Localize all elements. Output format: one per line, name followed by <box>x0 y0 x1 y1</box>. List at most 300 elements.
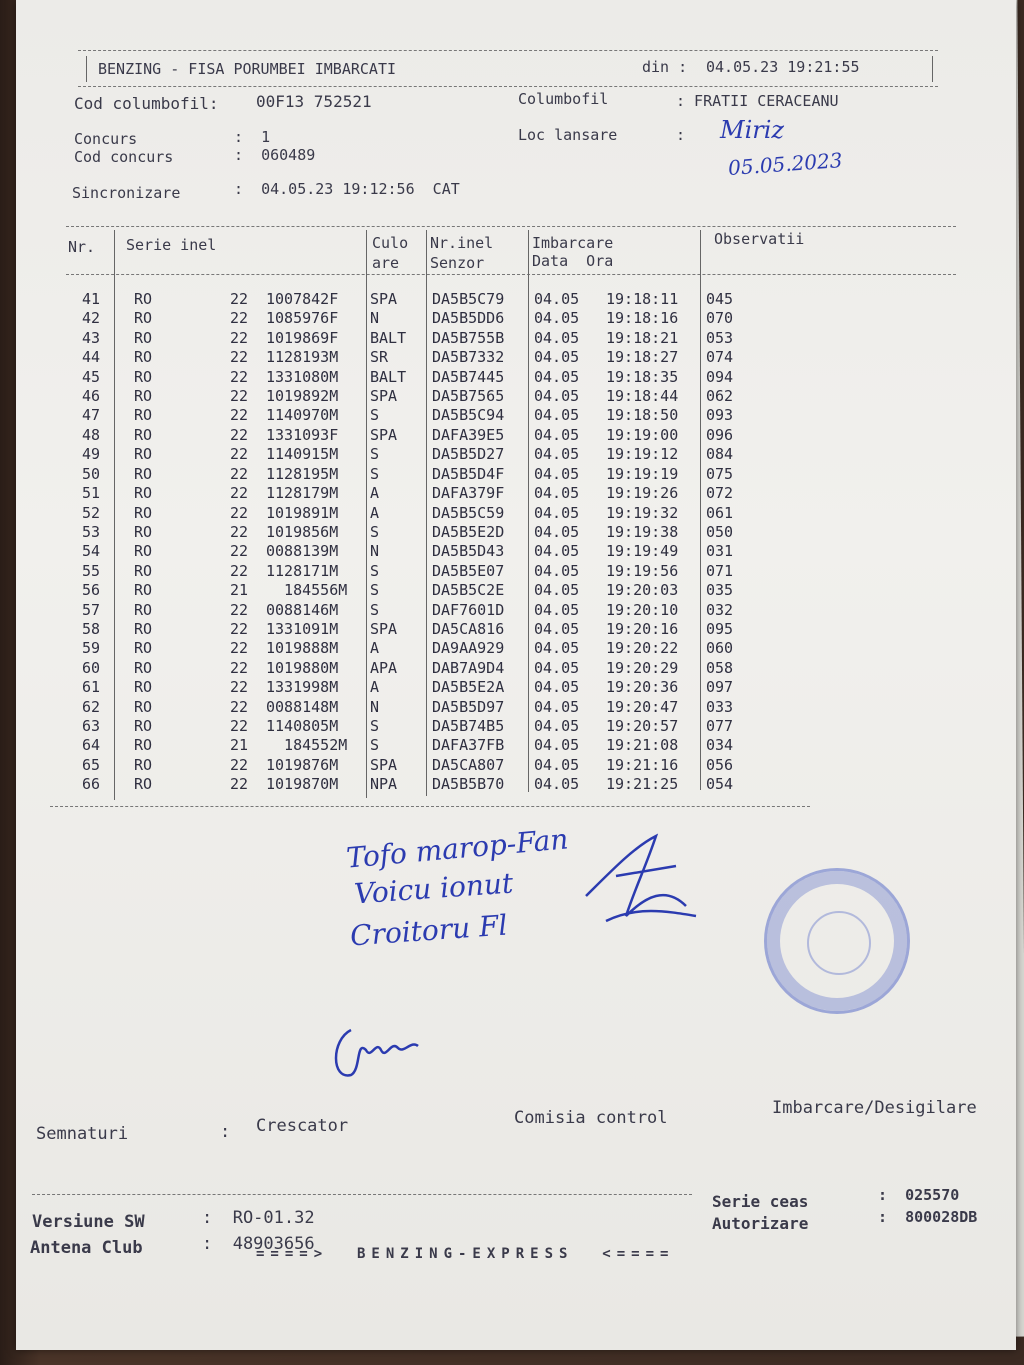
sincronizare-value: : 04.05.23 19:12:56 CAT <box>234 180 460 198</box>
cell-ora: 19:18:44 <box>606 387 679 406</box>
cod-columbofil-label: Cod columbofil: <box>74 94 219 113</box>
cell-observatii: 095 <box>706 619 734 638</box>
cell-nr: 56 <box>81 581 100 600</box>
cell-an: 22 <box>230 290 249 308</box>
cell-nr: 43 <box>81 328 100 347</box>
versiune-value: : RO-01.32 <box>202 1208 315 1228</box>
cell-senzor: DA5B5B70 <box>432 775 505 794</box>
semnaturi-sep: : <box>220 1122 231 1142</box>
cod-concurs-value: : 060489 <box>234 146 316 164</box>
cell-data: 04.05 <box>534 522 580 541</box>
cell-ora: 19:18:11 <box>606 290 679 308</box>
cell-an: 22 <box>230 717 249 736</box>
cell-data: 04.05 <box>534 445 580 464</box>
cell-data: 04.05 <box>534 775 580 794</box>
cell-data: 04.05 <box>534 542 580 561</box>
cell-tara: RO <box>134 581 153 600</box>
cell-nr: 50 <box>81 464 100 483</box>
table-row <box>16 349 796 369</box>
cell-culoare: S <box>370 736 380 755</box>
cell-data: 04.05 <box>534 328 580 347</box>
cell-an: 22 <box>230 309 249 328</box>
cell-culoare: A <box>370 678 380 697</box>
cell-data: 04.05 <box>534 717 580 736</box>
cell-observatii: 096 <box>706 425 734 444</box>
cell-senzor: DA5B5E2D <box>432 522 505 541</box>
cell-data: 04.05 <box>534 484 580 503</box>
cell-culoare: S <box>370 406 380 425</box>
cell-ora: 19:19:19 <box>606 464 679 483</box>
header-left-border <box>86 56 87 82</box>
cell-data: 04.05 <box>534 425 580 444</box>
table-row <box>16 736 796 759</box>
crescator-label: Crescator <box>256 1116 349 1136</box>
cell-data: 04.05 <box>534 406 580 425</box>
loc-lansare-sep: : <box>676 126 686 144</box>
loc-lansare-handwritten: Miriz <box>720 116 785 144</box>
cell-tara: RO <box>134 755 153 774</box>
cell-tara: RO <box>134 464 153 483</box>
cell-observatii: 056 <box>706 755 734 774</box>
cell-inel: 184556M <box>266 581 348 600</box>
cell-an: 22 <box>230 464 249 483</box>
imbarcare-label: Imbarcare/Desigilare <box>772 1098 977 1118</box>
cell-tara: RO <box>134 406 153 425</box>
cell-nr: 48 <box>81 425 100 444</box>
cell-observatii: 084 <box>706 445 734 464</box>
cell-observatii: 074 <box>706 348 734 367</box>
cell-tara: RO <box>134 484 153 503</box>
cell-an: 22 <box>230 755 249 774</box>
cell-inel: 1331093F <box>266 425 339 444</box>
cell-senzor: DA5B755B <box>432 328 505 347</box>
cell-culoare: APA <box>370 658 398 677</box>
cell-nr: 52 <box>81 503 100 522</box>
table-row <box>16 719 796 739</box>
cell-culoare: NPA <box>370 775 398 794</box>
cell-culoare: S <box>370 581 380 600</box>
cell-senzor: DA9AA929 <box>432 639 505 658</box>
cell-tara: RO <box>134 522 153 541</box>
autorizare-label: Autorizare <box>712 1214 809 1233</box>
cell-observatii: 071 <box>706 561 734 580</box>
handwritten-name-1: Tofo marop-Fan <box>344 822 570 875</box>
cell-nr: 51 <box>81 484 100 503</box>
cell-observatii: 054 <box>706 775 734 794</box>
cell-ora: 19:20:22 <box>606 639 679 658</box>
cell-an: 22 <box>230 639 249 658</box>
serie-ceas-value: : 025570 <box>878 1186 960 1204</box>
cell-data: 04.05 <box>534 290 580 308</box>
cell-senzor: DA5B74B5 <box>432 717 505 736</box>
cell-nr: 53 <box>81 522 100 541</box>
cell-nr: 63 <box>81 717 100 736</box>
cell-nr: 47 <box>81 406 100 425</box>
cell-observatii: 072 <box>706 484 734 503</box>
cell-nr: 62 <box>81 697 100 716</box>
cell-tara: RO <box>134 736 153 755</box>
cell-culoare: SR <box>370 348 389 367</box>
cell-nr: 44 <box>81 348 100 367</box>
cell-nr: 45 <box>81 367 100 386</box>
cell-nr: 59 <box>81 639 100 658</box>
cell-ora: 19:21:08 <box>606 736 679 755</box>
cell-an: 22 <box>230 445 249 464</box>
cell-senzor: DA5B5D97 <box>432 697 505 716</box>
cell-observatii: 061 <box>706 503 734 522</box>
cell-nr: 58 <box>81 619 100 638</box>
table-bottom-border <box>50 806 810 807</box>
cell-an: 22 <box>230 387 249 406</box>
cell-inel: 0088146M <box>266 600 339 619</box>
concurs-value: : 1 <box>234 128 271 146</box>
table-row <box>16 680 796 700</box>
table-row <box>16 658 796 681</box>
cell-inel: 184552M <box>266 736 348 755</box>
table-row <box>16 505 796 525</box>
cell-nr: 42 <box>81 309 100 328</box>
cell-an: 22 <box>230 522 249 541</box>
cell-ora: 19:19:26 <box>606 484 679 503</box>
table-row <box>16 619 796 642</box>
cell-ora: 19:19:49 <box>606 542 679 561</box>
cell-culoare: A <box>370 503 380 522</box>
cell-an: 22 <box>230 425 249 444</box>
cell-culoare: SPA <box>370 387 398 406</box>
cell-senzor: DA5B5C94 <box>432 406 505 425</box>
antena-label: Antena Club <box>30 1238 143 1258</box>
header-top-border <box>78 50 938 51</box>
cell-an: 22 <box>230 697 249 716</box>
cell-senzor: DA5B5DD6 <box>432 309 505 328</box>
cell-ora: 19:19:38 <box>606 522 679 541</box>
cell-nr: 55 <box>81 561 100 580</box>
cell-data: 04.05 <box>534 561 580 580</box>
table-header-border <box>66 274 956 275</box>
cell-tara: RO <box>134 367 153 386</box>
cell-inel: 1128179M <box>266 484 339 503</box>
cell-nr: 49 <box>81 445 100 464</box>
table-row <box>16 563 796 583</box>
cell-tara: RO <box>134 425 153 444</box>
cell-ora: 19:18:21 <box>606 328 679 347</box>
cell-observatii: 034 <box>706 736 734 755</box>
cell-culoare: SPA <box>370 425 398 444</box>
cell-an: 22 <box>230 658 249 677</box>
concurs-label: Concurs <box>74 130 138 148</box>
cell-inel: 1128195M <box>266 464 339 483</box>
cell-tara: RO <box>134 600 153 619</box>
table-row <box>16 446 796 466</box>
comisia-label: Comisia control <box>514 1108 668 1128</box>
cell-nr: 57 <box>81 600 100 619</box>
cell-data: 04.05 <box>534 309 580 328</box>
cell-observatii: 070 <box>706 309 734 328</box>
cell-inel: 0088148M <box>266 697 339 716</box>
cell-observatii: 050 <box>706 522 734 541</box>
cell-data: 04.05 <box>534 600 580 619</box>
table-row <box>16 775 796 798</box>
cell-inel: 1331998M <box>266 678 339 697</box>
cell-an: 22 <box>230 561 249 580</box>
cell-tara: RO <box>134 542 153 561</box>
cell-inel: 1019892M <box>266 387 339 406</box>
cell-an: 22 <box>230 328 249 347</box>
header-bottom-border <box>78 86 938 87</box>
table-row <box>16 485 796 505</box>
cell-data: 04.05 <box>534 678 580 697</box>
table-row <box>16 388 796 408</box>
cell-senzor: DAFA379F <box>432 484 505 503</box>
document-title: BENZING - FISA PORUMBEI IMBARCATI <box>98 60 397 78</box>
serie-ceas-label: Serie ceas <box>712 1192 809 1211</box>
cell-culoare: S <box>370 522 380 541</box>
table-row <box>16 407 796 427</box>
table-row <box>16 755 796 778</box>
table-row <box>16 466 796 486</box>
cell-senzor: DA5B5E07 <box>432 561 505 580</box>
table-row <box>16 697 796 720</box>
cell-ora: 19:19:56 <box>606 561 679 580</box>
cell-inel: 0088139M <box>266 542 339 561</box>
cell-tara: RO <box>134 639 153 658</box>
cell-observatii: 060 <box>706 639 734 658</box>
cell-ora: 19:20:36 <box>606 678 679 697</box>
cell-an: 22 <box>230 619 249 638</box>
cell-tara: RO <box>134 717 153 736</box>
cell-senzor: DA5B5C79 <box>432 290 505 308</box>
cell-observatii: 035 <box>706 581 734 600</box>
table-row <box>16 290 796 310</box>
cell-inel: 1019891M <box>266 503 339 522</box>
cell-culoare: SPA <box>370 290 398 308</box>
cell-observatii: 075 <box>706 464 734 483</box>
cell-data: 04.05 <box>534 464 580 483</box>
cell-inel: 1019876M <box>266 755 339 774</box>
col-header-nr: Nr. <box>68 238 96 256</box>
cell-inel: 1007842F <box>266 290 339 308</box>
cell-culoare: BALT <box>370 367 407 386</box>
col-header-nrinel-1: Nr.inel <box>430 234 494 252</box>
cell-ora: 19:20:16 <box>606 619 679 638</box>
cell-an: 22 <box>230 367 249 386</box>
cell-tara: RO <box>134 328 153 347</box>
cell-tara: RO <box>134 619 153 638</box>
cell-senzor: DA5CA816 <box>432 619 505 638</box>
cell-ora: 19:20:57 <box>606 717 679 736</box>
table-row <box>16 427 796 447</box>
cell-tara: RO <box>134 775 153 794</box>
table-row <box>16 544 796 564</box>
cell-observatii: 093 <box>706 406 734 425</box>
col-header-serie: Serie inel <box>126 236 217 254</box>
cell-data: 04.05 <box>534 755 580 774</box>
autorizare-value: : 800028DB <box>878 1208 978 1226</box>
cell-culoare: SPA <box>370 755 398 774</box>
cell-ora: 19:18:50 <box>606 406 679 425</box>
cell-tara: RO <box>134 503 153 522</box>
col-header-culoare-2: are <box>372 254 400 272</box>
cell-senzor: DAF7601D <box>432 600 505 619</box>
cell-ora: 19:20:03 <box>606 581 679 600</box>
cell-culoare: S <box>370 717 380 736</box>
cell-senzor: DA5B7565 <box>432 387 505 406</box>
cell-ora: 19:18:35 <box>606 367 679 386</box>
cell-data: 04.05 <box>534 503 580 522</box>
cell-an: 22 <box>230 484 249 503</box>
date-value: 04.05.23 19:21:55 <box>706 58 860 76</box>
cell-nr: 61 <box>81 678 100 697</box>
cell-data: 04.05 <box>534 736 580 755</box>
cell-tara: RO <box>134 658 153 677</box>
cell-observatii: 062 <box>706 387 734 406</box>
cell-ora: 19:18:27 <box>606 348 679 367</box>
col-header-observatii: Observatii <box>714 230 805 248</box>
cell-an: 22 <box>230 542 249 561</box>
brand-footer: ====> BENZING-EXPRESS <==== <box>256 1246 675 1262</box>
cell-tara: RO <box>134 387 153 406</box>
cell-senzor: DAB7A9D4 <box>432 658 505 677</box>
versiune-label: Versiune SW <box>32 1212 145 1232</box>
cell-ora: 19:21:16 <box>606 755 679 774</box>
table-row <box>16 602 796 622</box>
cell-inel: 1019856M <box>266 522 339 541</box>
cell-ora: 19:19:00 <box>606 425 679 444</box>
cell-culoare: N <box>370 542 380 561</box>
cell-data: 04.05 <box>534 697 580 716</box>
cell-senzor: DAFA39E5 <box>432 425 505 444</box>
cell-nr: 60 <box>81 658 100 677</box>
cell-inel: 1128193M <box>266 348 339 367</box>
table-row <box>16 329 796 349</box>
document-page <box>16 0 1016 1350</box>
cell-nr: 46 <box>81 387 100 406</box>
cell-culoare: N <box>370 697 380 716</box>
cell-ora: 19:19:12 <box>606 445 679 464</box>
cell-culoare: S <box>370 600 380 619</box>
cell-data: 04.05 <box>534 658 580 677</box>
columbofil-value: : FRATII CERACEANU <box>676 92 839 110</box>
semnaturi-label: Semnaturi <box>36 1124 129 1144</box>
cell-culoare: A <box>370 639 380 658</box>
cell-ora: 19:18:16 <box>606 309 679 328</box>
crescator-signature <box>326 1010 426 1090</box>
cell-observatii: 094 <box>706 367 734 386</box>
cell-an: 21 <box>230 581 249 600</box>
cell-senzor: DA5B5D27 <box>432 445 505 464</box>
cell-data: 04.05 <box>534 581 580 600</box>
cell-data: 04.05 <box>534 639 580 658</box>
cell-an: 22 <box>230 348 249 367</box>
header-right-border <box>932 56 933 82</box>
cell-ora: 19:20:47 <box>606 697 679 716</box>
cell-tara: RO <box>134 678 153 697</box>
col-header-culoare-1: Culo <box>372 234 409 252</box>
cell-tara: RO <box>134 348 153 367</box>
cell-an: 22 <box>230 678 249 697</box>
cell-inel: 1128171M <box>266 561 339 580</box>
table-row <box>16 524 796 544</box>
cell-data: 04.05 <box>534 348 580 367</box>
cell-culoare: S <box>370 561 380 580</box>
footer-top-border <box>32 1194 692 1195</box>
cell-ora: 19:20:29 <box>606 658 679 677</box>
cell-observatii: 033 <box>706 697 734 716</box>
date-label: din : <box>642 58 688 76</box>
table-row <box>16 641 796 661</box>
cell-observatii: 031 <box>706 542 734 561</box>
cell-an: 21 <box>230 736 249 755</box>
date-handwritten: 05.05.2023 <box>727 148 844 180</box>
cell-culoare: A <box>370 484 380 503</box>
cell-inel: 1085976F <box>266 309 339 328</box>
handwritten-name-3: Croitoru Fl <box>349 908 509 953</box>
cell-nr: 54 <box>81 542 100 561</box>
loc-lansare-label: Loc lansare <box>518 126 618 144</box>
cell-inel: 1019880M <box>266 658 339 677</box>
cell-senzor: DA5B5D4F <box>432 464 505 483</box>
cell-tara: RO <box>134 561 153 580</box>
cell-ora: 19:20:10 <box>606 600 679 619</box>
antena-value: : 48903656 <box>202 1234 315 1254</box>
cell-an: 22 <box>230 775 249 794</box>
cell-senzor: DA5B5C59 <box>432 503 505 522</box>
cell-data: 04.05 <box>534 367 580 386</box>
cell-culoare: BALT <box>370 328 407 347</box>
cell-inel: 1140915M <box>266 445 339 464</box>
cell-inel: 1019870M <box>266 775 339 794</box>
cell-senzor: DA5B5E2A <box>432 678 505 697</box>
cod-concurs-label: Cod concurs <box>74 148 174 166</box>
cell-observatii: 058 <box>706 658 734 677</box>
col-header-imbarcare-2: Data Ora <box>532 252 614 270</box>
cell-tara: RO <box>134 309 153 328</box>
signature-scribble <box>576 826 706 946</box>
cell-senzor: DA5CA807 <box>432 755 505 774</box>
cell-inel: 1331080M <box>266 367 339 386</box>
cell-senzor: DA5B5D43 <box>432 542 505 561</box>
cell-culoare: SPA <box>370 619 398 638</box>
cell-data: 04.05 <box>534 387 580 406</box>
cell-culoare: N <box>370 309 380 328</box>
cell-ora: 19:19:32 <box>606 503 679 522</box>
table-row <box>16 368 796 388</box>
cell-culoare: S <box>370 464 380 483</box>
cell-data: 04.05 <box>534 619 580 638</box>
sincronizare-label: Sincronizare <box>72 184 181 202</box>
cell-tara: RO <box>134 290 153 308</box>
col-header-nrinel-2: Senzor <box>430 254 485 272</box>
cell-senzor: DA5B5C2E <box>432 581 505 600</box>
cell-observatii: 097 <box>706 678 734 697</box>
cell-nr: 65 <box>81 755 100 774</box>
table-row <box>16 310 796 330</box>
cell-inel: 1331091M <box>266 619 339 638</box>
cell-nr: 64 <box>81 736 100 755</box>
cod-columbofil-value: 00F13 752521 <box>256 92 372 111</box>
cell-observatii: 032 <box>706 600 734 619</box>
club-stamp <box>764 868 910 1014</box>
cell-inel: 1140970M <box>266 406 339 425</box>
cell-inel: 1140805M <box>266 717 339 736</box>
columbofil-label: Columbofil <box>518 90 609 108</box>
cell-senzor: DA5B7445 <box>432 367 505 386</box>
cell-ora: 19:21:25 <box>606 775 679 794</box>
cell-nr: 66 <box>81 775 100 794</box>
cell-senzor: DA5B7332 <box>432 348 505 367</box>
cell-an: 22 <box>230 600 249 619</box>
table-top-border <box>66 226 956 227</box>
